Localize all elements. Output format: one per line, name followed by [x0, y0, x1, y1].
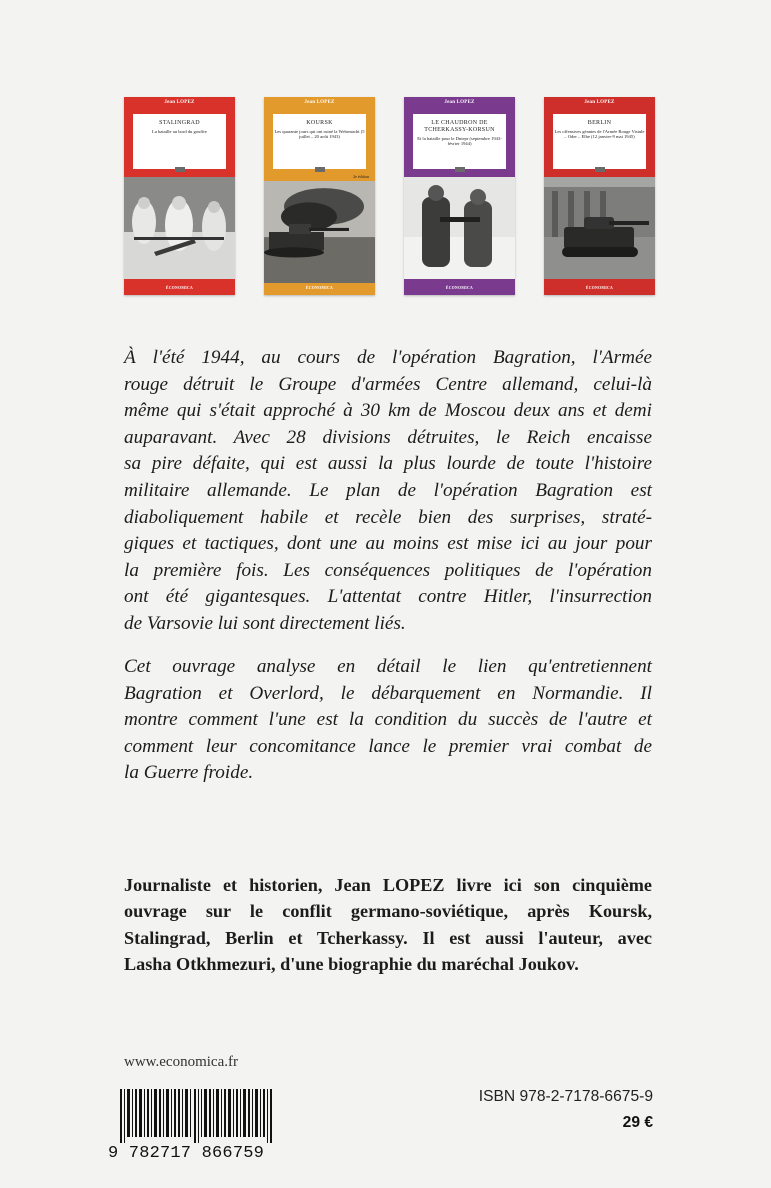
book-subtitle: Les quarante jours qui ont ruiné la Wehrmacht (5 juillet – 20 août 1943): [274, 129, 365, 140]
text-line: la première fois. Les conséquences politiques de l'opération: [124, 559, 652, 581]
isbn-number: ISBN 978-2-7178-6675-9: [478, 1088, 653, 1105]
text-line: militaire allemande. Le plan de l'opération Bagration est: [124, 479, 652, 501]
book-title-label: [133, 114, 226, 169]
book-subtitle: Les offensives géantes de l'Armée Rouge Vistule – Oder – Elbe (12 janvier-9 mai 1945): [554, 129, 645, 140]
book-cover-photo: [264, 181, 375, 283]
text-line: la Guerre froide.: [124, 762, 254, 784]
text-line: comment leur concomitance lance le premier vrai combat de: [124, 735, 652, 757]
author-bio: [124, 872, 652, 978]
series-badge: [595, 167, 605, 172]
series-badge: [315, 167, 325, 172]
book-title-label: [553, 114, 646, 169]
text-line: À l'été 1944, au cours de l'opération Bagration, l'Armée: [124, 347, 652, 368]
book-koursk: [264, 97, 375, 295]
book-edition: 2e édition: [353, 174, 369, 179]
description-paragraph-2: [124, 654, 652, 787]
text-line: Bagration et Overlord, le débarquement en Normandie. Il: [124, 682, 652, 704]
publisher-website[interactable]: www.economica.fr: [124, 1054, 238, 1070]
barcode: [108, 1089, 288, 1163]
series-badge: [455, 167, 465, 172]
book-subtitle: Et la bataille pour le Dniepr (septembre 1943-février 1944): [417, 136, 502, 147]
book-cover-photo: [404, 177, 515, 279]
book-tcherkassy: [404, 97, 515, 295]
text-line: sa pire défaite, qui est aussi la plus lourde de toute l'histoire: [124, 453, 652, 475]
book-publisher: ÉCONOMICA: [305, 286, 334, 290]
text-line: diaboliquement habile et recèle bien des surprises, straté-: [124, 506, 652, 528]
price: 29 €: [622, 1114, 653, 1131]
text-line: ont été gigantesques. L'attentat contre Hitler, l'insurrection: [124, 586, 652, 608]
series-badge: [175, 167, 185, 172]
barcode-bars: [108, 1089, 288, 1143]
text-line: auparavant. Avec 28 divisions détruites, le Reich encaisse: [124, 426, 652, 448]
book-cover-photo: [544, 177, 655, 279]
book-title-label: [273, 114, 366, 169]
text-line: Cet ouvrage analyse en détail le lien qu'entretiennent: [124, 656, 652, 677]
description-paragraph-1: [124, 345, 652, 638]
book-title: LE CHAUDRON DE TCHERKASSY-KORSUN: [424, 120, 495, 133]
book-berlin: [544, 97, 655, 295]
barcode-digits: 9 782717 866759: [108, 1144, 265, 1163]
book-stalingrad: [124, 97, 235, 295]
text-line: giques et tactiques, dont une au moins est mise ici au jour pour: [124, 533, 652, 555]
book-subtitle: La bataille au bord du gouffre: [152, 129, 207, 134]
book-publisher: ÉCONOMICA: [165, 286, 194, 290]
text-line: Stalingrad, Berlin et Tcherkassy. Il est aussi l'auteur, avec: [124, 927, 652, 948]
text-line: Lasha Otkhmezuri, d'une biographie du maréchal Joukov.: [124, 954, 579, 975]
text-line: même qui s'était approché à 30 km de Moscou deux ans et demi: [124, 400, 652, 422]
related-books-row: [124, 97, 654, 297]
book-publisher: ÉCONOMICA: [445, 286, 474, 290]
book-author: Jean LOPEZ: [304, 100, 335, 105]
book-title: STALINGRAD: [159, 120, 200, 126]
text-line: rouge détruit le Groupe d'armées Centre allemand, celui-là: [124, 373, 652, 395]
book-author: Jean LOPEZ: [584, 100, 615, 105]
book-title-label: [413, 114, 506, 169]
book-publisher: ÉCONOMICA: [585, 286, 614, 290]
text-line: de Varsovie lui sont directement liés.: [124, 612, 406, 634]
text-line: ouvrage sur le conflit germano-soviétique, après Koursk,: [124, 901, 652, 922]
book-title: BERLIN: [587, 120, 612, 126]
book-cover-photo: [124, 177, 235, 279]
text-line: Journaliste et historien, Jean LOPEZ livre ici son cinquième: [124, 875, 652, 895]
book-author: Jean LOPEZ: [164, 100, 195, 105]
book-title: KOURSK: [306, 120, 333, 126]
book-author: Jean LOPEZ: [444, 100, 475, 105]
text-line: montre comment l'une est la condition du succès de l'autre et: [124, 709, 652, 731]
